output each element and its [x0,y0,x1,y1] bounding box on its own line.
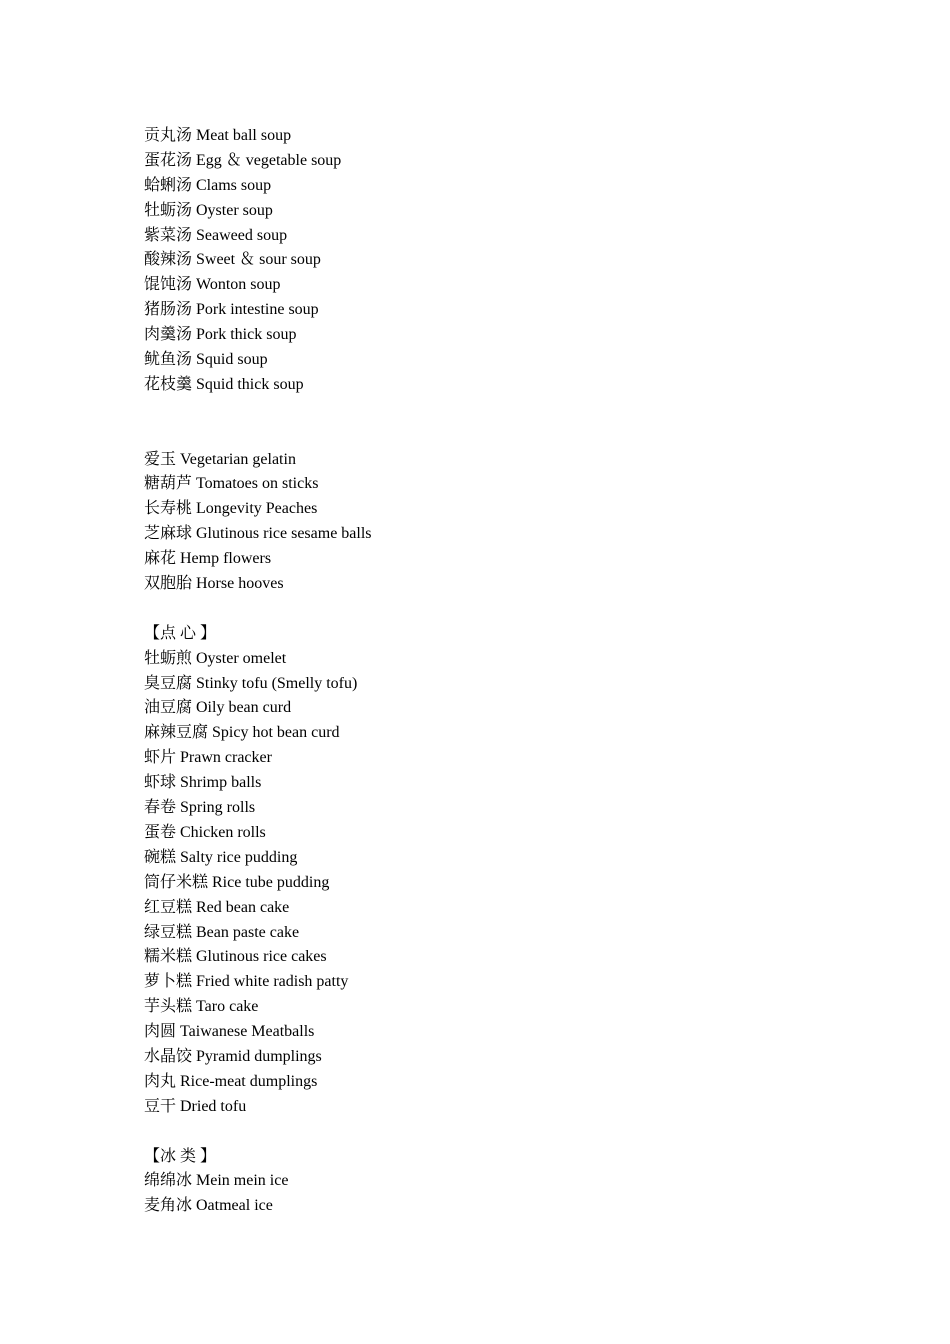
list-item: 水晶饺 Pyramid dumplings [144,1047,322,1065]
list-item: 花枝羹 Squid thick soup [144,375,304,393]
list-item: 芋头糕 Taro cake [144,998,259,1016]
spacer [144,398,844,423]
snacks-section [144,622,844,1120]
list-item: 糖葫芦 Tomatoes on sticks [144,475,319,493]
list-item: 芝麻球 Glutinous rice sesame balls [144,525,372,543]
list-item: 臭豆腐 Stinky tofu (Smelly tofu) [144,674,358,692]
list-item: 绵绵冰 Mein mein ice [144,1172,289,1190]
list-item: 绿豆糕 Bean paste cake [144,923,300,941]
list-item: 萝卜糕 Fried white radish patty [144,973,349,991]
list-item: 牡蛎煎 Oyster omelet [144,649,287,667]
list-item: 牡蛎汤 Oyster soup [144,201,273,219]
list-item: 爱玉 Vegetarian gelatin [144,450,296,468]
list-item: 红豆糕 Red bean cake [144,898,290,916]
list-item: 碗糕 Salty rice pudding [144,848,298,866]
soup-list [144,124,844,398]
list-item: 紫菜汤 Seaweed soup [144,226,288,244]
list-item: 双胞胎 Horse hooves [144,575,284,593]
spacer [144,597,844,622]
list-item: 春卷 Spring rolls [144,799,256,817]
list-item: 鱿鱼汤 Squid soup [144,351,268,369]
section-heading: 【点 心 】 [144,624,217,642]
list-item: 麻辣豆腐 Spicy hot bean curd [144,724,340,742]
list-item: 贡丸汤 Meat ball soup [144,127,292,144]
list-item: 糯米糕 Glutinous rice cakes [144,948,327,966]
list-item: 筒仔米糕 Rice tube pudding [144,873,330,891]
spacer [144,1120,844,1145]
list-item: 蛤蜊汤 Clams soup [144,176,272,194]
list-item: 馄饨汤 Wonton soup [144,276,281,294]
list-item: 猪肠汤 Pork intestine soup [144,301,319,319]
list-item: 长寿桃 Longevity Peaches [144,500,318,518]
ice-section [144,1145,844,1220]
section-heading: 【冰 类 】 [144,1147,217,1165]
list-item: 肉丸 Rice-meat dumplings [144,1072,318,1090]
menu-content [144,124,844,1219]
list-item: 酸辣汤 Sweet ＆ sour soup [144,251,321,269]
list-item: 肉圆 Taiwanese Meatballs [144,1023,315,1041]
list-item: 肉羹汤 Pork thick soup [144,326,297,344]
list-item: 蛋卷 Chicken rolls [144,823,266,841]
list-item: 虾球 Shrimp balls [144,774,262,792]
list-item: 豆干 Dried tofu [144,1097,247,1115]
list-item: 虾片 Prawn cracker [144,749,272,767]
list-item: 麻花 Hemp flowers [144,550,272,568]
list-item: 油豆腐 Oily bean curd [144,699,292,717]
list-item: 麦角冰 Oatmeal ice [144,1197,273,1215]
sweets-list [144,448,844,597]
list-item: 蛋花汤 Egg ＆ vegetable soup [144,151,342,169]
spacer [144,423,844,448]
